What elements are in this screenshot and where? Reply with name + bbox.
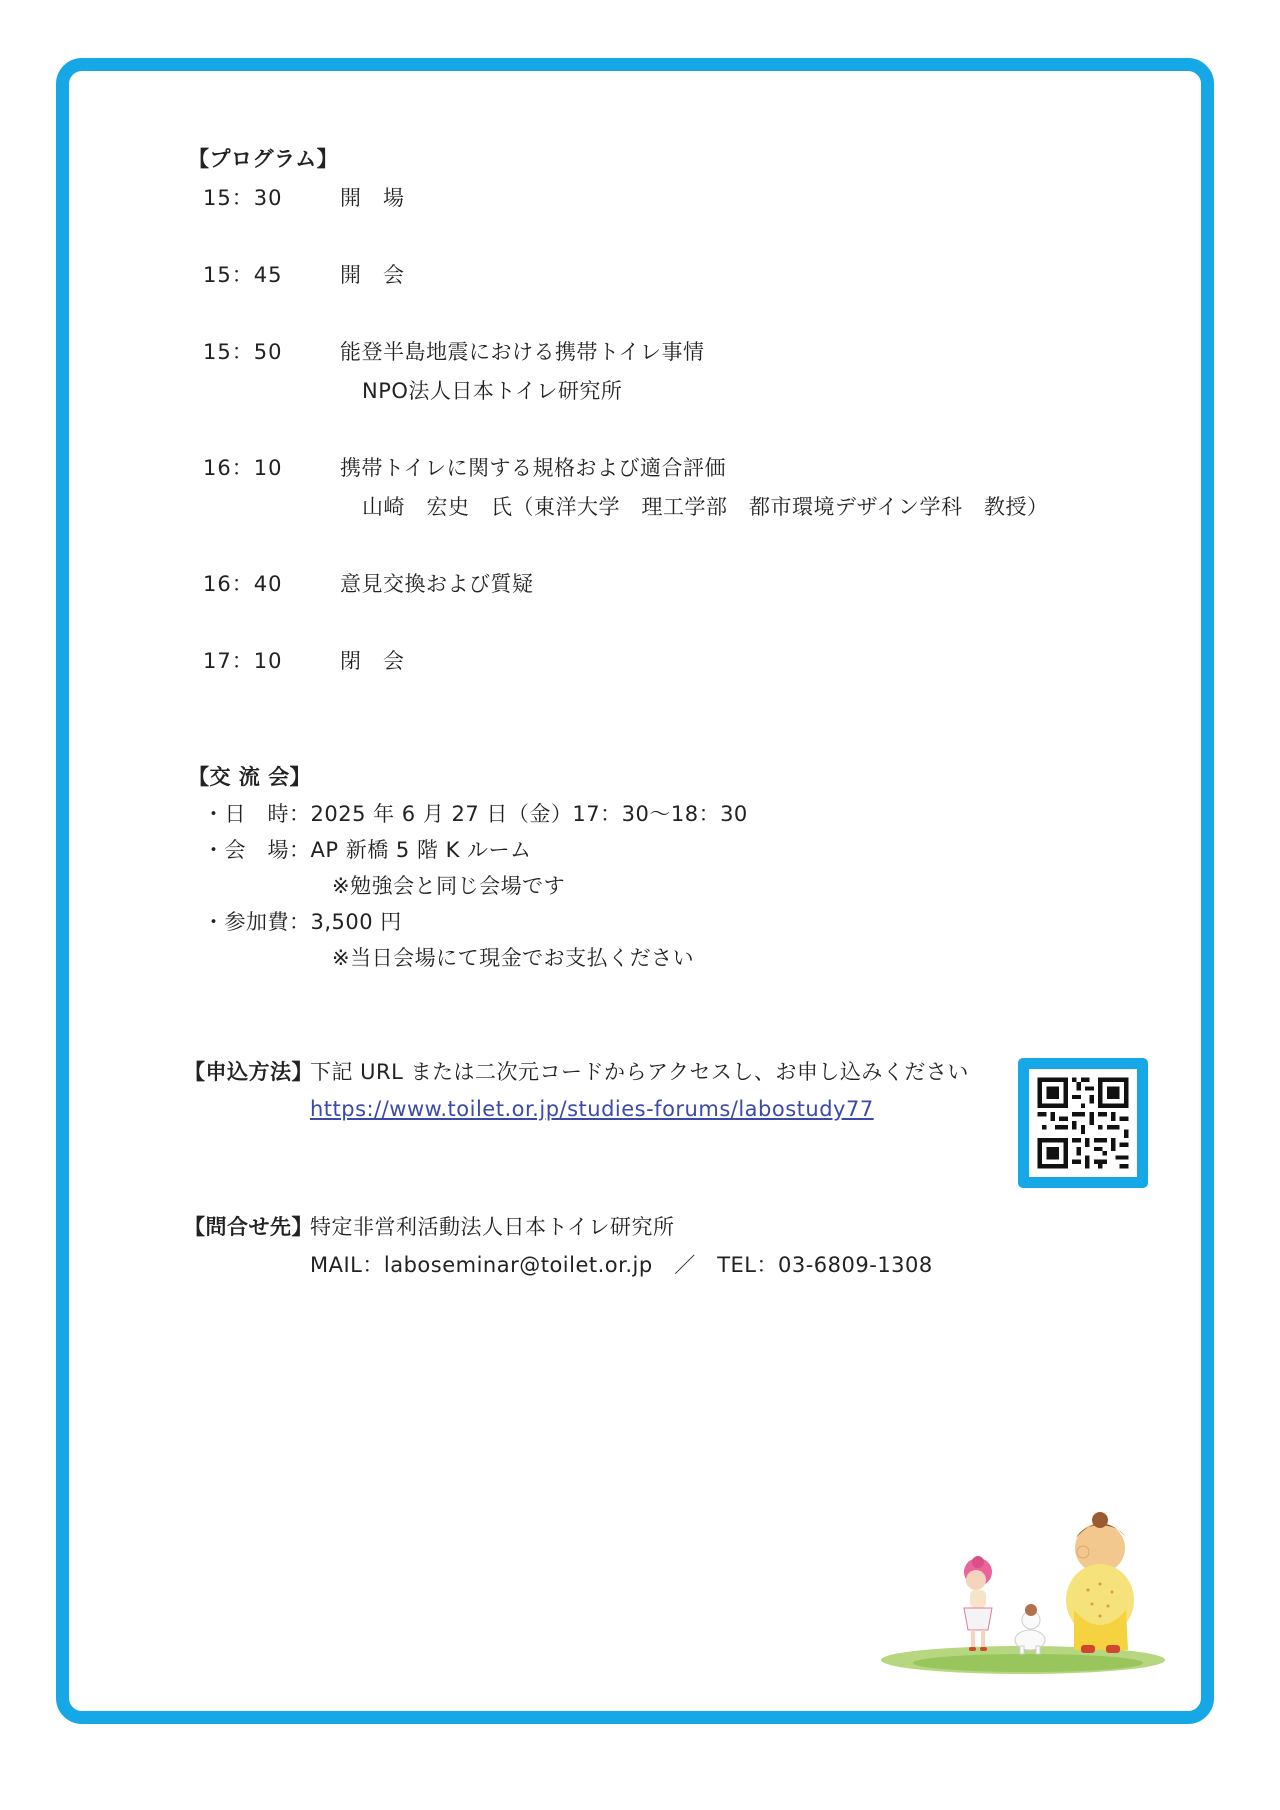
program-title: 開 会 <box>340 263 405 287</box>
networking-venue: ・会 場：AP 新橋 5 階 K ルーム <box>203 838 532 862</box>
program-time: 17：10 <box>203 649 283 673</box>
networking-venue-note: ※勉強会と同じ会場です <box>332 874 566 898</box>
program-time: 15：45 <box>203 263 283 287</box>
program-title: 閉 会 <box>340 649 405 673</box>
networking-fee: ・参加費：3,500 円 <box>203 910 402 934</box>
networking-date: ・日 時：2025 年 6 月 27 日（金）17：30〜18：30 <box>203 802 748 826</box>
program-title: 開 場 <box>340 186 405 210</box>
qr-code-frame <box>1018 1058 1148 1188</box>
program-speaker: 山崎 宏史 氏（東洋大学 理工学部 都市環境デザイン学科 教授） <box>362 495 1049 519</box>
program-heading: 【プログラム】 <box>188 147 339 171</box>
networking-fee-note: ※当日会場にて現金でお支払ください <box>332 946 695 970</box>
qr-code-icon[interactable] <box>1029 1069 1137 1177</box>
program-time: 15：50 <box>203 340 283 364</box>
networking-heading: 【交 流 会】 <box>188 765 312 789</box>
page-border <box>56 58 1214 1724</box>
program-speaker: NPO法人日本トイレ研究所 <box>362 379 623 403</box>
family-walking-illustration <box>878 1500 1168 1685</box>
program-time: 16：40 <box>203 572 283 596</box>
program-title: 携帯トイレに関する規格および適合評価 <box>340 456 726 480</box>
program-time: 15：30 <box>203 186 283 210</box>
program-title: 意見交換および質疑 <box>340 572 534 596</box>
contact-mail-tel: MAIL：laboseminar@toilet.or.jp ／ TEL：03-6809-1308 <box>310 1253 933 1277</box>
application-text: 下記 URL または二次元コードからアクセスし、お申し込みください <box>310 1060 969 1084</box>
application-heading: 【申込方法】 <box>184 1060 313 1084</box>
contact-org: 特定非営利活動法人日本トイレ研究所 <box>310 1215 675 1239</box>
contact-heading: 【問合せ先】 <box>184 1215 313 1239</box>
program-time: 16：10 <box>203 456 283 480</box>
application-url-link[interactable]: https://www.toilet.or.jp/studies-forums/labostudy77 <box>310 1097 874 1121</box>
program-title: 能登半島地震における携帯トイレ事情 <box>340 340 705 364</box>
